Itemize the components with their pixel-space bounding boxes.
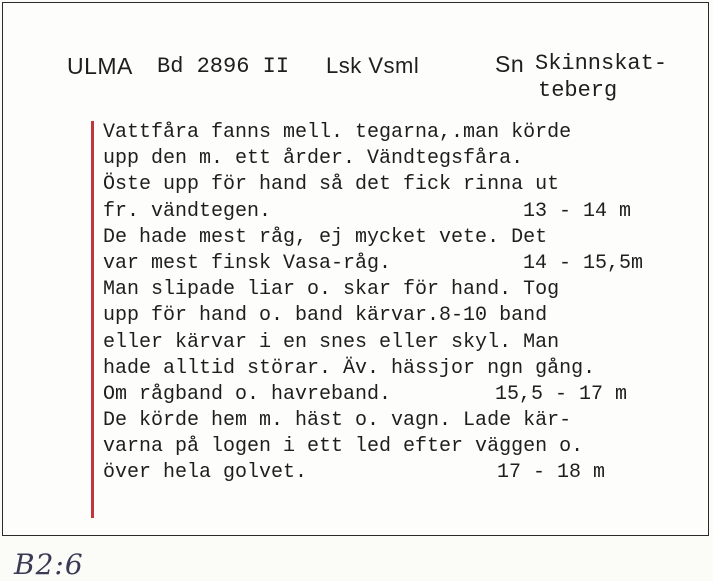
parish-name-line2: teberg [538, 78, 618, 103]
index-card [2, 2, 709, 536]
text-line: fr. vändtegen. 13 - 14 m [103, 199, 632, 223]
page-reference: 17 - 18 m [497, 461, 606, 485]
text-line: Öste upp för hand så det fick rinna ut [103, 173, 560, 197]
county-code: Lsk Vsml [326, 53, 420, 78]
text-line: Vattfåra fanns mell. tegarna,.man körde [103, 121, 572, 144]
archive-code: ULMA [67, 53, 133, 79]
text-line: upp den m. ett årder. Vändtegsfåra. [103, 147, 524, 171]
red-margin-line [91, 121, 94, 518]
parish-name-line1: Skinnskat- [535, 51, 668, 76]
page-reference: 14 - 15,5m [523, 251, 644, 275]
volume-number: Bd 2896 II [157, 54, 290, 79]
text-line: över hela golvet. 17 - 18 m [103, 461, 606, 485]
parish-label: Sn [495, 51, 525, 77]
handwritten-note: B2:6 [14, 548, 84, 581]
text-line: Man slipade liar o. skar för hand. Tog [103, 278, 560, 302]
page-reference: 15,5 - 17 m [495, 382, 628, 406]
text-line: De körde hem m. häst o. vagn. Lade kär- [103, 409, 572, 433]
text-line: var mest finsk Vasa-råg. 14 - 15,5m [103, 251, 644, 275]
transcript-body [103, 120, 693, 487]
text-line: varna på logen i ett led efter väggen o. [103, 435, 584, 459]
page-reference: 13 - 14 m [523, 199, 632, 223]
text-line: De hade mest råg, ej mycket vete. Det [103, 225, 548, 249]
text-line: Om rågband o. havreband. 15,5 - 17 m [103, 382, 628, 406]
text-line: hade alltid störar. Äv. hässjor ngn gång. [103, 356, 596, 380]
text-line: eller kärvar i en snes eller skyl. Man [103, 330, 560, 354]
text-line: upp för hand o. band kärvar.8-10 band [103, 304, 548, 328]
